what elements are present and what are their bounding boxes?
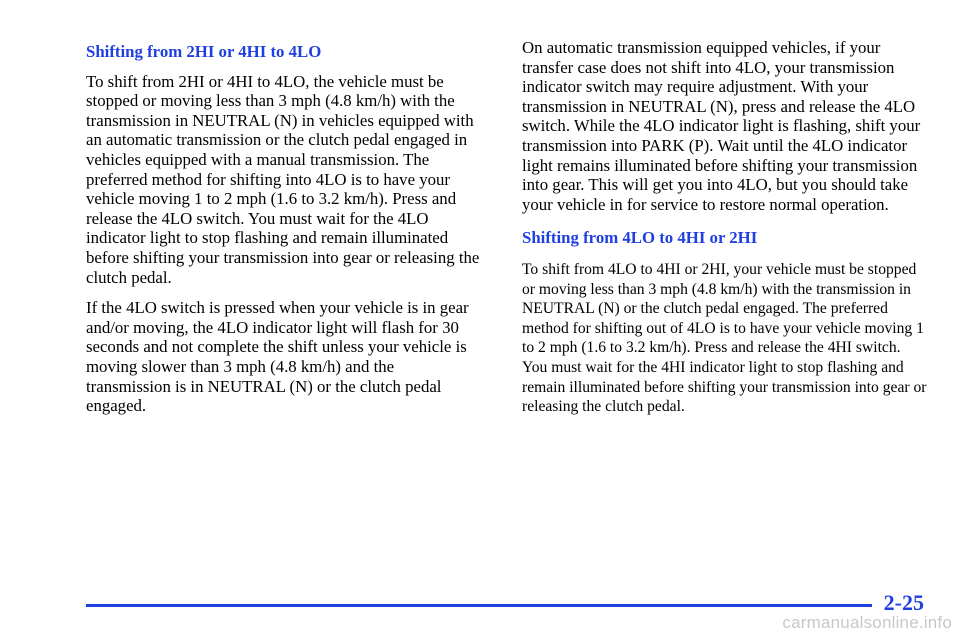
page-number: 2-25: [883, 590, 924, 615]
body-paragraph: To shift from 4LO to 4HI or 2HI, your vehicle must be stopped or moving less than 3 mph (4.8 km/h) with the transmission in NEUTRAL (N) or the clutch pedal engaged. The preferred method for shifting out of 4LO is to have your vehicle moving 1 to 2 mph (1.6 to 3.2 km/h). Press and release the 4HI switch. You must wait for the 4HI indicator light to stop flashing and remain illuminated before shifting your transmission into gear or releasing the clutch pedal.: [522, 260, 927, 416]
body-paragraph: To shift from 2HI or 4HI to 4LO, the vehicle must be stopped or moving less than 3 mph (4.8 km/h) with the transmission in NEUTRAL (N) in vehicles equipped with an automatic transmission or the clutch pedal engaged in vehicles equipped with a manual transmission. The preferred method for shifting into 4LO is to have your vehicle moving 1 to 2 mph (1.6 to 3.2 km/h). Press and release the 4LO switch. You must wait for the 4LO indicator light to stop flashing and remain illuminated before shifting your transmission into gear or releasing the clutch pedal.: [86, 71, 480, 287]
footer-rule: [86, 604, 872, 607]
right-column: [522, 38, 927, 428]
body-paragraph: If the 4LO switch is pressed when your vehicle is in gear and/or moving, the 4LO indicator light will flash for 30 seconds and not complete the shift unless your vehicle is moving slower than 3 mph (4.8 km/h) and the transmission is in NEUTRAL (N) or the clutch pedal engaged.: [86, 298, 469, 416]
section-heading-4lo-to-4hi-2hi: Shifting from 4LO to 4HI or 2HI: [522, 228, 758, 248]
section-heading-2hi-4hi-to-4lo: Shifting from 2HI or 4HI to 4LO: [86, 42, 322, 61]
left-column: [86, 38, 482, 427]
body-paragraph: On automatic transmission equipped vehicles, if your transfer case does not shift into 4LO, your transmission indicator switch may require adjustment. With your transmission in NEUTRAL (N), press and release the 4LO switch. While the 4LO indicator light is flashing, shift your transmission into PARK (P). Wait until the 4LO indicator light remains illuminated before shifting your transmission into gear. This will get you into 4LO, but you should take your vehicle in for service to restore normal operation.: [522, 38, 921, 214]
watermark: carmanualsonline.info: [782, 613, 952, 632]
